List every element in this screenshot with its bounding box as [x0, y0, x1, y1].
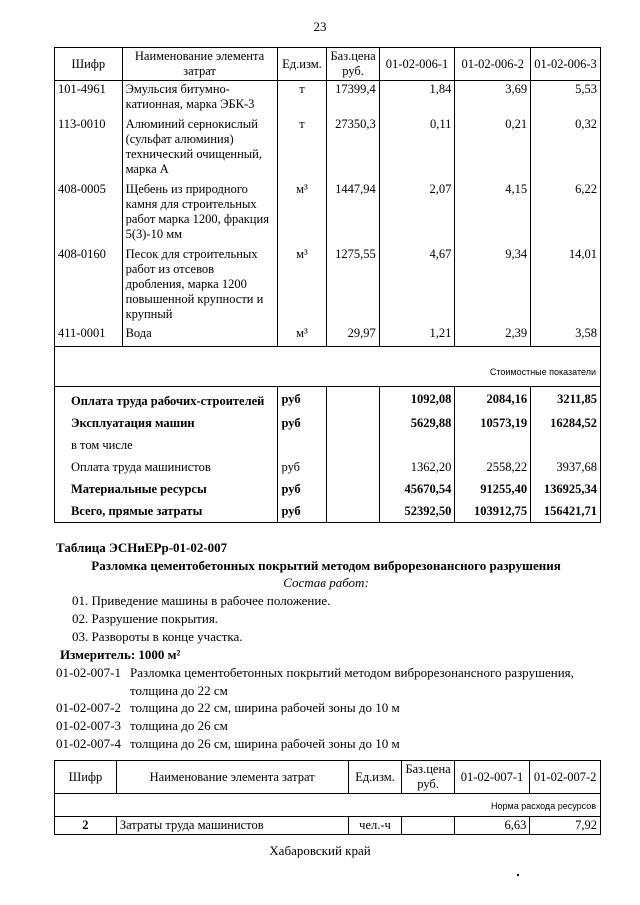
norm-header-row	[55, 794, 601, 817]
table-header-row	[55, 48, 601, 81]
row-price: 17399,4	[327, 81, 379, 114]
summary-value-2: 103912,75	[455, 500, 531, 523]
page-number: 23	[313, 19, 327, 34]
summary-value-2: 2084,16	[455, 387, 531, 413]
col-header-007-1: 01-02-007-1	[454, 761, 530, 794]
row-name: Затраты труда машинистов	[116, 817, 348, 835]
row-value-1: 4,67	[379, 243, 455, 323]
summary-value-2: 10573,19	[455, 412, 531, 434]
col-header-unit: Ед.изм.	[348, 761, 402, 794]
table-header-row	[55, 761, 601, 794]
summary-unit: руб	[277, 412, 327, 434]
row-code: 2	[55, 817, 117, 835]
code-id: 01-02-007-1	[56, 665, 121, 680]
summary-value-1: 1092,08	[379, 387, 455, 413]
work-item: 01. Приведение машины в рабочее положение.	[72, 593, 331, 608]
code-row	[56, 699, 606, 717]
row-unit: м³	[277, 323, 327, 347]
scan-dot	[517, 874, 519, 876]
summary-unit: руб	[277, 500, 327, 523]
code-id: 01-02-007-4	[56, 736, 121, 751]
table-row	[55, 323, 601, 347]
summary-value-1: 5629,88	[379, 412, 455, 434]
resource-table-006	[54, 47, 601, 523]
summary-name: Оплата труда рабочих-строителей	[55, 387, 278, 413]
summary-name: Материальные ресурсы	[55, 478, 278, 500]
row-value-3: 14,01	[531, 243, 601, 323]
summary-unit: руб	[277, 387, 327, 413]
row-value-2: 0,21	[455, 113, 531, 178]
code-desc: толщина до 22 см, ширина рабочей зоны до 10 м	[130, 700, 400, 715]
summary-value-3: 3937,68	[531, 456, 601, 478]
summary-value-1: 1362,20	[379, 456, 455, 478]
summary-value-1: 52392,50	[379, 500, 455, 523]
row-value-3: 0,32	[531, 113, 601, 178]
code-id: 01-02-007-3	[56, 718, 121, 733]
summary-value-3: 3211,85	[531, 387, 601, 413]
summary-value-3: 136925,34	[531, 478, 601, 500]
row-name: Алюминий сернокислый (сульфат алюминия) технический очищенный, марка А	[122, 113, 277, 178]
summary-row	[55, 500, 601, 523]
row-code: 113-0010	[55, 113, 123, 178]
row-price: 1275,55	[327, 243, 379, 323]
summary-value-2: 91255,40	[455, 478, 531, 500]
row-value-1: 1,84	[379, 81, 455, 114]
summary-name: Всего, прямые затраты	[55, 500, 278, 523]
summary-value-2: 2558,22	[455, 456, 531, 478]
col-header-name: Наименование элемента затрат	[122, 48, 277, 81]
col-header-006-2: 01-02-006-2	[455, 48, 531, 81]
row-value-1: 1,21	[379, 323, 455, 347]
norm-header: Норма расхода ресурсов	[55, 794, 601, 817]
work-item: 02. Разрушение покрытия.	[72, 611, 219, 626]
summary-row	[55, 456, 601, 478]
col-header-007-2: 01-02-007-2	[530, 761, 601, 794]
row-unit: м³	[277, 178, 327, 243]
resource-table-007	[54, 760, 601, 835]
row-price: 27350,3	[327, 113, 379, 178]
row-code: 101-4961	[55, 81, 123, 114]
work-item: 03. Развороты в конце участка.	[72, 629, 243, 644]
code-row	[56, 735, 606, 753]
summary-name: Эксплуатация машин	[55, 412, 278, 434]
row-code: 411-0001	[55, 323, 123, 347]
summary-value-3: 16284,52	[531, 412, 601, 434]
row-name: Вода	[122, 323, 277, 347]
col-header-006-1: 01-02-006-1	[379, 48, 455, 81]
row-name: Эмульсия битумно-катионная, марка ЭБК-3	[122, 81, 277, 114]
table-title: Таблица ЭСНиЕРр-01-02-007	[56, 540, 228, 555]
summary-row	[55, 434, 601, 456]
row-value-3: 3,58	[531, 323, 601, 347]
code-row	[56, 664, 606, 700]
row-value-1: 6,63	[454, 817, 530, 835]
row-value-3: 6,22	[531, 178, 601, 243]
code-desc: Разломка цементобетонных покрытий методом виброрезонансного разрушения, толщина до 22 см	[130, 665, 574, 698]
row-code: 408-0005	[55, 178, 123, 243]
cost-header-row	[55, 347, 601, 387]
row-unit: т	[277, 113, 327, 178]
table-row	[55, 81, 601, 114]
summary-unit: руб	[277, 456, 327, 478]
row-value-2: 3,69	[455, 81, 531, 114]
summary-unit: руб	[277, 478, 327, 500]
row-value-2: 4,15	[455, 178, 531, 243]
summary-name: Оплата труда машинистов	[55, 456, 278, 478]
row-value-1: 0,11	[379, 113, 455, 178]
cost-indicators-header: Стоимостные показатели	[55, 347, 601, 387]
row-value-2: 2,39	[455, 323, 531, 347]
work-composition-heading: Состав работ:	[283, 575, 369, 590]
row-price	[402, 817, 454, 835]
row-unit: чел.-ч	[348, 817, 402, 835]
footer-region: Хабаровский край	[269, 843, 371, 858]
table-row	[55, 817, 601, 835]
col-header-price: Баз.цена руб.	[327, 48, 379, 81]
code-row	[56, 717, 606, 735]
col-header-code: Шифр	[55, 48, 123, 81]
col-header-code: Шифр	[55, 761, 117, 794]
table-row	[55, 113, 601, 178]
summary-name: в том числе	[55, 434, 278, 456]
row-unit: м³	[277, 243, 327, 323]
col-header-006-3: 01-02-006-3	[531, 48, 601, 81]
table-subtitle: Разломка цементобетонных покрытий методом виброрезонансного разрушения	[91, 558, 561, 573]
table-row	[55, 178, 601, 243]
row-price: 29,97	[327, 323, 379, 347]
code-id: 01-02-007-2	[56, 700, 121, 715]
row-value-3: 5,53	[531, 81, 601, 114]
row-name: Щебень из природного камня для строительных работ марка 1200, фракция 5(3)-10 мм	[122, 178, 277, 243]
summary-row	[55, 412, 601, 434]
measure-unit: Измеритель: 1000 м²	[60, 647, 181, 662]
summary-value-3: 156421,71	[531, 500, 601, 523]
row-code: 408-0160	[55, 243, 123, 323]
col-header-price: Баз.цена руб.	[402, 761, 454, 794]
col-header-name: Наименование элемента затрат	[116, 761, 348, 794]
summary-row	[55, 387, 601, 413]
summary-value-1: 45670,54	[379, 478, 455, 500]
col-header-unit: Ед.изм.	[277, 48, 327, 81]
summary-row	[55, 478, 601, 500]
row-price: 1447,94	[327, 178, 379, 243]
row-value-2: 7,92	[530, 817, 601, 835]
row-value-2: 9,34	[455, 243, 531, 323]
row-value-1: 2,07	[379, 178, 455, 243]
row-unit: т	[277, 81, 327, 114]
table-row	[55, 243, 601, 323]
code-desc: толщина до 26 см, ширина рабочей зоны до 10 м	[130, 736, 400, 751]
row-name: Песок для строительных работ из отсевов дробления, марка 1200 повышенной крупности и крупный	[122, 243, 277, 323]
code-desc: толщина до 26 см	[130, 718, 228, 733]
